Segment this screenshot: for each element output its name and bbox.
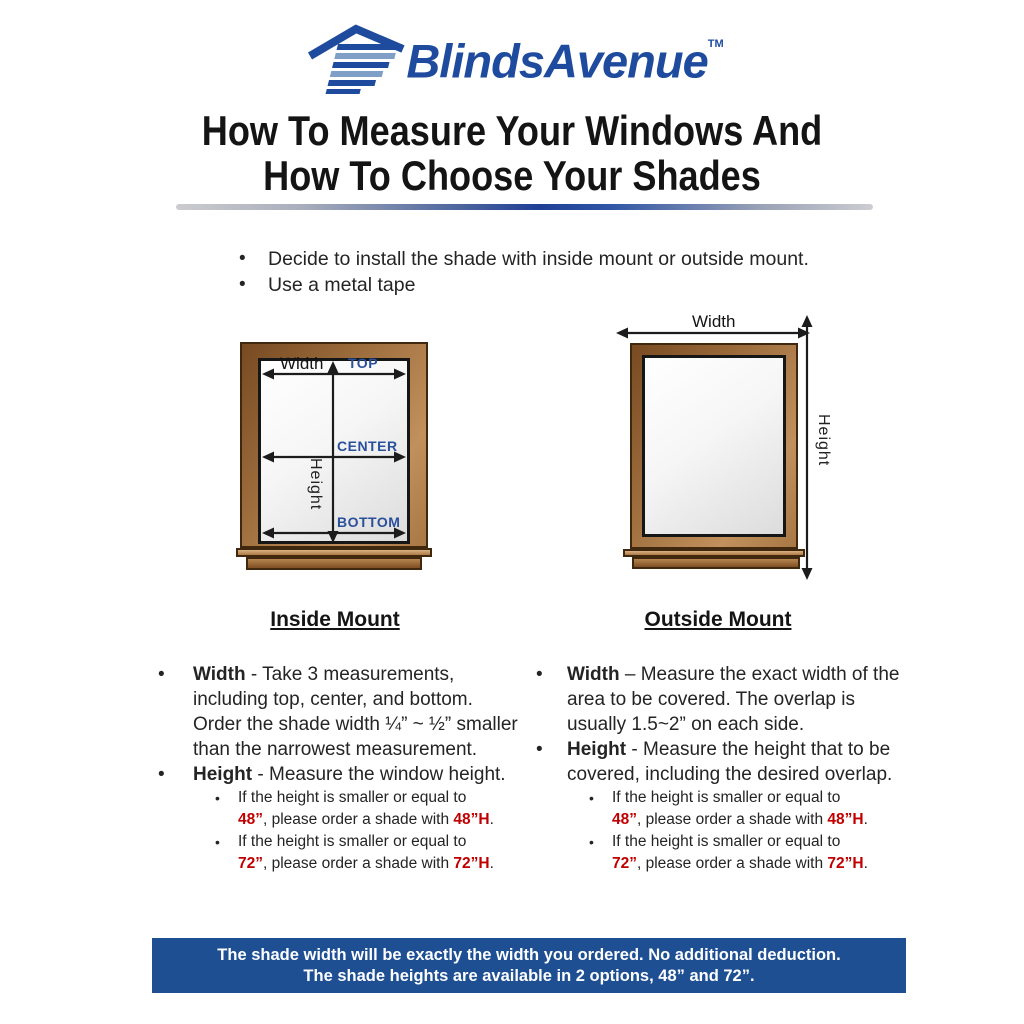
- rule-text: , please order a shade with: [637, 855, 828, 872]
- width-label: Width: [280, 354, 324, 373]
- instruction-term: Width: [567, 664, 620, 685]
- instruction-text: – Measure the exact width of the area to be covered. The overlap is usually 1.5~2” on each side.: [567, 664, 900, 735]
- instruction-term: Height: [567, 739, 627, 760]
- footer-line-1: The shade width will be exactly the width you ordered. No additional deduction.: [217, 946, 841, 964]
- intro-bullet: • Decide to install the shade with inside mount or outside mount.: [237, 246, 917, 272]
- bottom-arrow-label: BOTTOM: [337, 514, 401, 530]
- outside-mount-diagram: [610, 312, 840, 584]
- rule-value: 72”H: [827, 855, 864, 872]
- rule-text: , please order a shade with: [263, 855, 454, 872]
- rule-value: 48”: [612, 811, 637, 828]
- instruction-term: Width: [193, 664, 246, 685]
- rule-value: 72”: [238, 855, 263, 872]
- page-title: [0, 108, 1024, 198]
- rule-text: .: [489, 855, 494, 872]
- title-divider: [176, 204, 873, 210]
- outside-mount-instructions: [528, 662, 908, 875]
- blinds-house-icon: [300, 20, 412, 96]
- height-label: Height: [307, 458, 324, 511]
- height-rule-72: [150, 831, 522, 875]
- instruction-text: - Take 3 measurements, including top, center, and bottom. Order the shade width ¼” ~ ½” smaller than the narrowest measurement.: [193, 664, 518, 760]
- measurement-arrows: [610, 312, 840, 584]
- inside-mount-instructions: [150, 662, 522, 875]
- page-title-line-1: How To Measure Your Windows And: [201, 107, 823, 154]
- rule-value: 72”H: [453, 855, 490, 872]
- trademark-symbol: TM: [707, 38, 724, 50]
- rule-text: • If the height is smaller or equal to: [238, 789, 467, 806]
- rule-value: 72”: [612, 855, 637, 872]
- center-arrow-label: CENTER: [337, 438, 398, 454]
- height-rule-48: [528, 787, 908, 831]
- outside-mount-heading: Outside Mount: [644, 608, 792, 631]
- footer-line-2: The shade heights are available in 2 options, 48” and 72”.: [303, 967, 755, 985]
- inside-mount-diagram: [236, 342, 432, 574]
- height-instruction: [528, 737, 908, 787]
- rule-text: • If the height is smaller or equal to: [612, 833, 841, 850]
- inside-mount-heading: Inside Mount: [270, 608, 400, 631]
- rule-value: 48”H: [827, 811, 864, 828]
- rule-text: • If the height is smaller or equal to: [612, 789, 841, 806]
- top-arrow-label: TOP: [348, 355, 379, 371]
- rule-value: 48”: [238, 811, 263, 828]
- rule-text: .: [863, 811, 868, 828]
- height-rule-48: [150, 787, 522, 831]
- width-label: Width: [692, 312, 736, 331]
- instruction-text: - Measure the window height.: [252, 764, 506, 785]
- footer-banner: [152, 938, 906, 993]
- measurement-arrows: [236, 342, 432, 574]
- rule-text: .: [863, 855, 868, 872]
- rule-text: • If the height is smaller or equal to: [238, 833, 467, 850]
- rule-value: 48”H: [453, 811, 490, 828]
- brand-logo: [0, 20, 1024, 100]
- rule-text: , please order a shade with: [263, 811, 454, 828]
- height-rule-72: [528, 831, 908, 875]
- instruction-text: - Measure the height that to be covered, including the desired overlap.: [567, 739, 893, 785]
- height-instruction: [150, 762, 522, 787]
- height-label: Height: [815, 414, 832, 467]
- intro-bullet-list: [237, 246, 917, 298]
- width-instruction: [150, 662, 522, 762]
- brand-name: BlindsAvenue™: [406, 34, 724, 88]
- page-title-line-2: How To Choose Your Shades: [263, 152, 761, 199]
- width-instruction: [528, 662, 908, 737]
- rule-text: .: [489, 811, 494, 828]
- intro-bullet: • Use a metal tape: [237, 272, 917, 298]
- rule-text: , please order a shade with: [637, 811, 828, 828]
- instruction-term: Height: [193, 764, 253, 785]
